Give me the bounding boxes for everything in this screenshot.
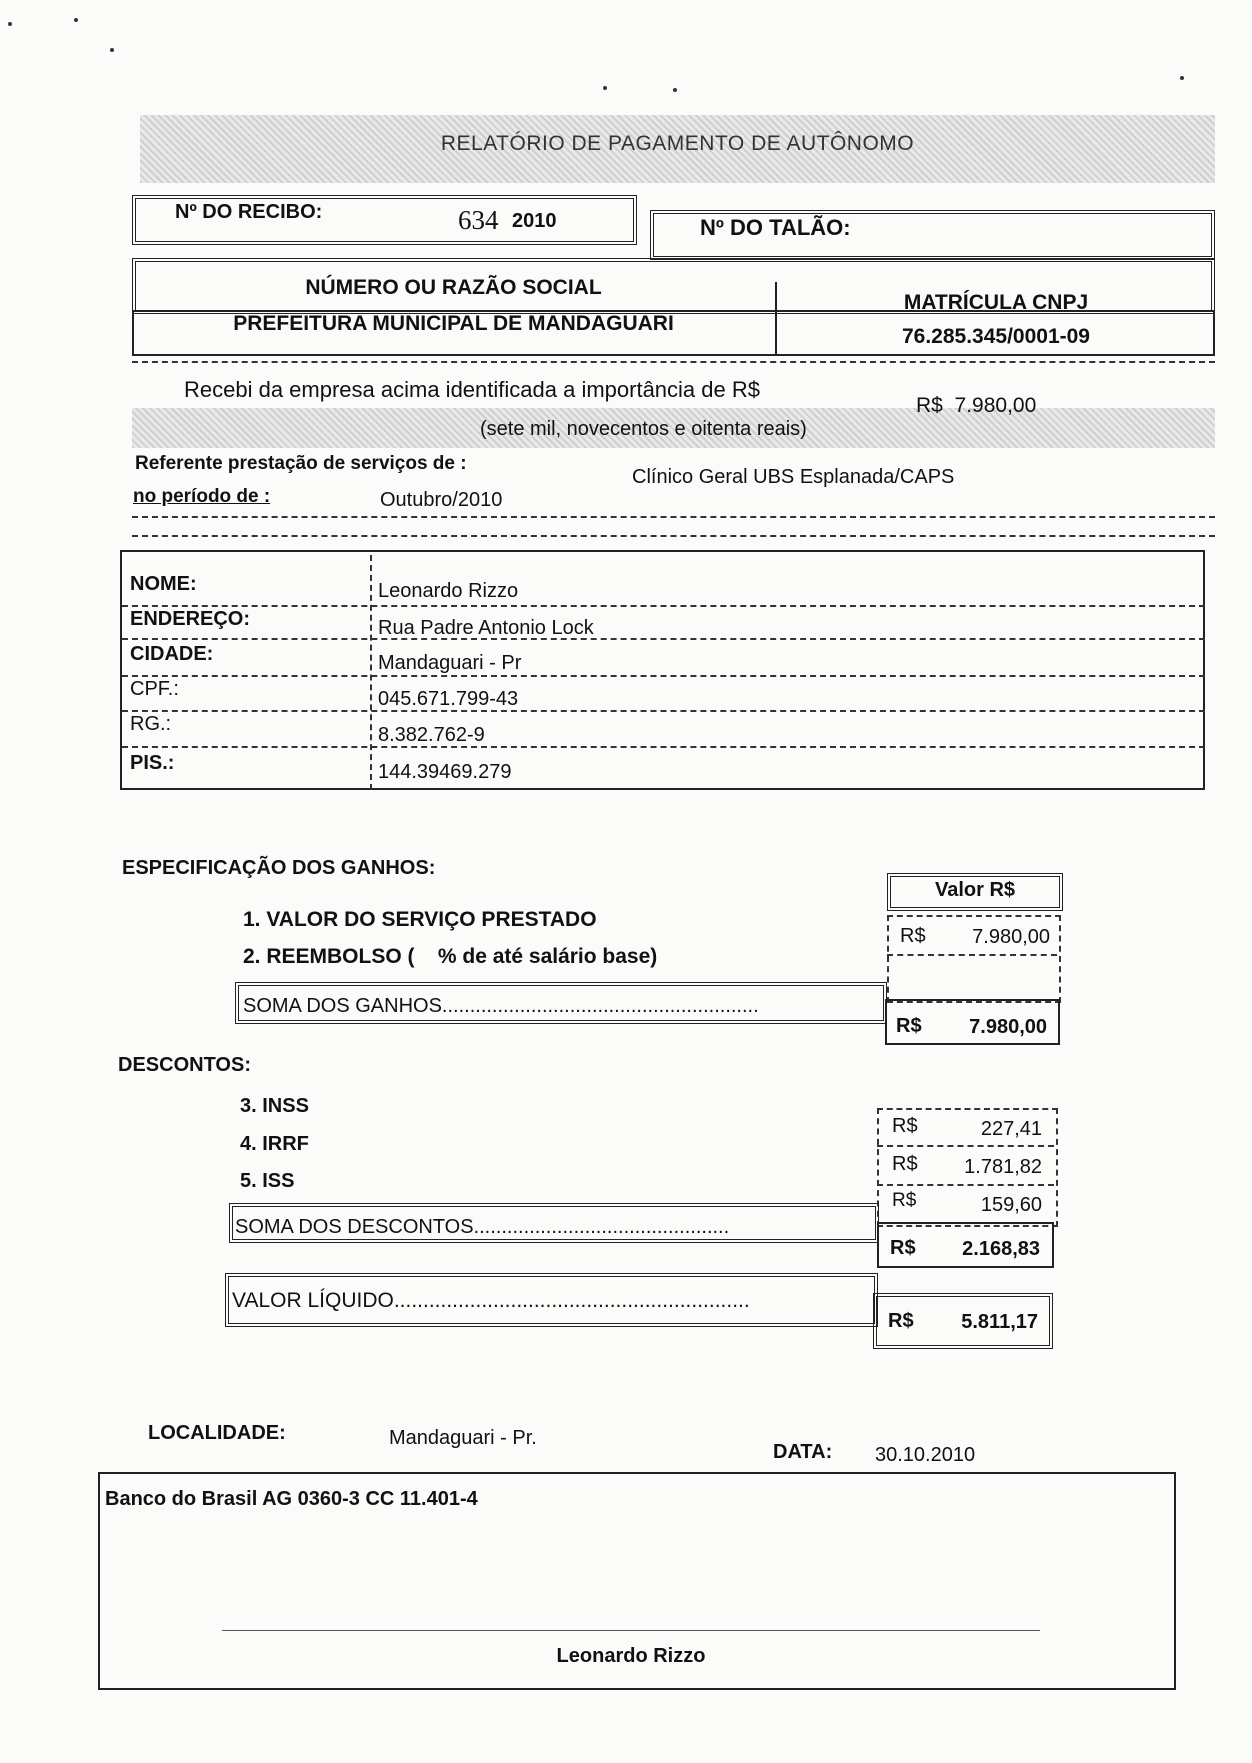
pessoa-box (120, 550, 1205, 790)
talao-label: Nº DO TALÃO: (700, 215, 851, 240)
empresa-cnpj: 76.285.345/0001-09 (901, 325, 1090, 348)
recibo-label: Nº DO RECIBO: (175, 201, 323, 223)
empresa-header-cnpj: MATRÍCULA CNPJ (903, 291, 1089, 314)
recebimento-text: Recebi da empresa acima identificada a importância de R$ (184, 377, 760, 402)
separator-line (132, 516, 1215, 518)
pessoa-label-cpf: CPF.: (130, 678, 179, 700)
descontos-heading: DESCONTOS: (118, 1054, 251, 1076)
desconto-iss-label: 5. ISS (240, 1170, 295, 1192)
pessoa-label-nome: NOME: (130, 573, 197, 595)
desconto-irrf-cur: R$ (892, 1153, 918, 1175)
referente-label: Referente prestação de serviços de : (135, 453, 467, 474)
pessoa-value-cpf: 045.671.799-43 (378, 688, 519, 710)
recebimento-extenso: (sete mil, novecentos e oitenta reais) (480, 418, 807, 440)
desconto-inss-cur: R$ (892, 1115, 918, 1137)
ganhos-item1: 1. VALOR DO SERVIÇO PRESTADO (243, 908, 597, 931)
ganhos-heading: ESPECIFICAÇÃO DOS GANHOS: (122, 857, 436, 879)
desconto-iss-value: 159,60 (980, 1194, 1042, 1216)
valor-header: Valor R$ (934, 879, 1016, 901)
ganhos-item1-value: 7.980,00 (972, 926, 1050, 948)
liquido-value: 5.811,17 (961, 1311, 1038, 1333)
desconto-irrf-value: 1.781,82 (964, 1156, 1042, 1178)
pessoa-row-line (122, 675, 1205, 677)
pessoa-label-endereco: ENDEREÇO: (130, 608, 251, 630)
signature-line (222, 1630, 1040, 1631)
localidade-label: LOCALIDADE: (148, 1422, 286, 1444)
soma-ganhos-label: SOMA DOS GANHOS......................................................... (243, 995, 759, 1017)
signature-name: Leonardo Rizzo (556, 1645, 706, 1667)
recibo-numero: 634 (458, 205, 499, 235)
pessoa-label-pis: PIS.: (130, 752, 175, 774)
pessoa-value-nome: Leonardo Rizzo (378, 580, 519, 602)
pessoa-value-cidade: Mandaguari - Pr (378, 652, 522, 674)
pessoa-row-line (122, 746, 1205, 748)
soma-ganhos-value: 7.980,00 (969, 1016, 1047, 1038)
pessoa-value-endereco: Rua Padre Antonio Lock (378, 617, 594, 639)
scan-speck (673, 88, 677, 92)
desconto-inss-label: 3. INSS (240, 1095, 309, 1117)
empresa-header-nome: NÚMERO OU RAZÃO SOCIAL (305, 276, 602, 299)
descontos-values-line (877, 1184, 1054, 1186)
separator-line (132, 361, 1215, 363)
pessoa-value-rg: 8.382.762-9 (378, 724, 485, 746)
scan-speck (110, 48, 114, 52)
data-label: DATA: (773, 1441, 833, 1463)
empresa-nome: PREFEITURA MUNICIPAL DE MANDAGUARI (233, 312, 674, 335)
pessoa-label-cidade: CIDADE: (130, 643, 214, 665)
pessoa-label-rg: RG.: (130, 713, 172, 735)
scan-speck (74, 18, 78, 22)
localidade-value: Mandaguari - Pr. (389, 1427, 537, 1449)
pessoa-column-divider (370, 555, 372, 790)
ganhos-item2: 2. REEMBOLSO ( % de até salário base) (243, 945, 658, 968)
pessoa-row-line (122, 638, 1205, 640)
scan-speck (603, 86, 607, 90)
referente-value: Clínico Geral UBS Esplanada/CAPS (632, 466, 955, 488)
periodo-label: no período de : (133, 486, 271, 507)
ganhos-values-line (887, 954, 1057, 956)
separator-line (132, 535, 1215, 537)
liquido-label: VALOR LÍQUIDO............................................................. (232, 1289, 750, 1312)
descontos-values-line (877, 1145, 1054, 1147)
recibo-ano: 2010 (512, 210, 557, 232)
desconto-inss-value: 227,41 (980, 1118, 1042, 1140)
desconto-iss-cur: R$ (892, 1190, 917, 1211)
banco-info: Banco do Brasil AG 0360-3 CC 11.401-4 (105, 1488, 478, 1510)
pessoa-row-line (122, 605, 1205, 607)
periodo-value: Outubro/2010 (380, 489, 503, 511)
recebimento-valor: R$ 7.980,00 (916, 394, 1037, 417)
soma-descontos-label: SOMA DOS DESCONTOS.............................................. (235, 1216, 730, 1238)
scan-speck (8, 22, 12, 26)
soma-ganhos-cur: R$ (896, 1015, 922, 1037)
report-title: RELATÓRIO DE PAGAMENTO DE AUTÔNOMO (440, 132, 915, 155)
soma-descontos-value: 2.168,83 (962, 1238, 1040, 1260)
pessoa-row-line (122, 710, 1205, 712)
pessoa-value-pis: 144.39469.279 (378, 761, 512, 783)
data-value: 30.10.2010 (875, 1444, 976, 1466)
soma-descontos-cur: R$ (890, 1237, 916, 1259)
scan-speck (1180, 76, 1184, 80)
desconto-irrf-label: 4. IRRF (240, 1133, 309, 1155)
ganhos-item1-cur: R$ (900, 925, 926, 947)
liquido-cur: R$ (888, 1310, 914, 1332)
